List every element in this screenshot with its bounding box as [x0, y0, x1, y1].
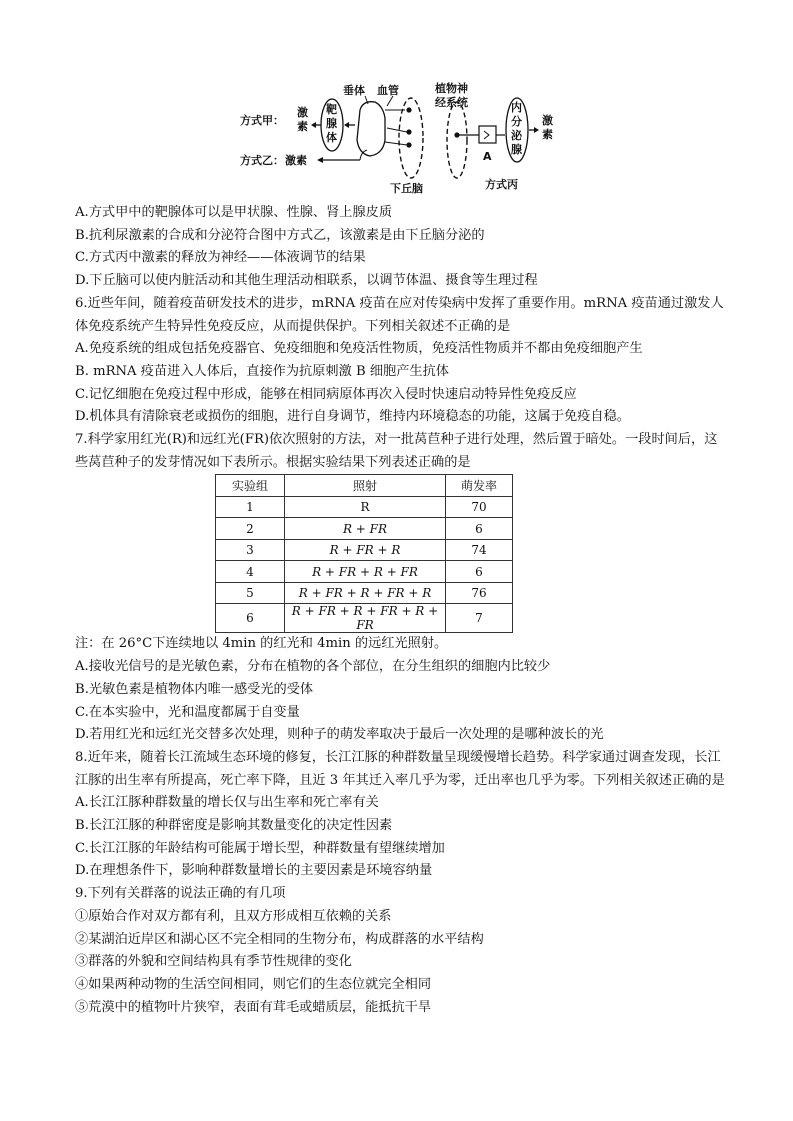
q7-option-a: A.接收光信号的是光敏色素，分布在植物的各个部位，在分生组织的细胞内比较少 — [75, 659, 551, 675]
question-content — [75, 202, 725, 1019]
svg-text:体: 体 — [326, 131, 337, 144]
header-group: 实验组 — [216, 475, 285, 497]
svg-text:内: 内 — [511, 101, 522, 114]
mode-a-label: 方式甲： — [240, 114, 284, 127]
table-header-row — [216, 475, 513, 497]
q7-note: 注：在 26°C下连续地以 4min 的红光和 4min 的远红光照射。 — [75, 636, 448, 652]
q8-stem: 8.近年来，随着长江流域生态环境的修复，长江江豚的种群数量呈现缓慢增长趋势。科学家通过调查发现，长江江豚的出生率有所提高，死亡率下降，且近 3 年其迁入率几乎为零，迁出率也几乎为零。下列相关叙述正确的是 — [75, 749, 725, 788]
svg-text:素: 素 — [297, 120, 308, 133]
q6-stem: 6.近些年间，随着疫苗研发技术的进步，mRNA 疫苗在应对传染病中发挥了重要作用。mRNA 疫苗通过激发人体免疫系统产生特异性免疫反应，从而提供保护。下列相关叙述不正确的是 — [75, 295, 724, 334]
point-a-label: A — [483, 150, 492, 163]
cell-rate: 6 — [446, 518, 513, 540]
q9-item-3: ③群落的外貌和空间结构具有季节性规律的变化 — [75, 954, 352, 970]
q7-option-b: B.光敏色素是植物体内唯一感受光的受体 — [75, 681, 314, 697]
q7-stem: 7.科学家用红光(R)和远红光(FR)依次照射的方法，对一批莴苣种子进行处理，然后置于暗处。一段时间后，这些莴苣种子的发芽情况如下表所示。根据实验结果下列表述正确的是 — [75, 432, 718, 470]
q7-option-d: D.若用红光和远红光交替多次处理，则种子的萌发率取决于最后一次处理的是哪种波长的光 — [75, 727, 604, 743]
cell-group: 3 — [216, 539, 285, 561]
svg-text:素: 素 — [542, 128, 553, 141]
cell-light: R — [285, 496, 446, 518]
pituitary-label: 垂体 — [343, 84, 365, 97]
autonomic-label-1: 植物神 — [435, 82, 468, 95]
q5-option-c: C.方式丙中激素的释放为神经——体液调节的结果 — [75, 250, 366, 266]
mode-c-label: 方式丙 — [485, 178, 518, 191]
cell-group: 5 — [216, 582, 285, 604]
cell-light: R + FR + R + FR — [285, 561, 446, 583]
cell-group: 4 — [216, 561, 285, 583]
cell-light: R + FR + R — [285, 539, 446, 561]
table-row — [216, 604, 513, 633]
hormone-c-label: 激 — [542, 114, 553, 127]
q6-option-b: B. mRNA 疫苗进入人体后，直接作为抗原刺激 B 细胞产生抗体 — [75, 363, 449, 379]
hormone-a-label: 激 — [297, 106, 308, 119]
hormone-b-label: 激素 — [285, 154, 307, 167]
experiment-table — [215, 474, 513, 633]
mode-b-label: 方式乙： — [240, 154, 284, 167]
header-rate: 萌发率 — [446, 475, 513, 497]
q9-item-2: ②某湖泊近岸区和湖心区不完全相同的生物分布，构成群落的水平结构 — [75, 931, 484, 947]
cell-group: 2 — [216, 518, 285, 540]
q8-option-c: C.长江江豚的年龄结构可能属于增长型，种群数量有望继续增加 — [75, 840, 445, 856]
autonomic-label-2: 经系统 — [435, 96, 468, 109]
table-row — [216, 582, 513, 604]
cell-rate: 70 — [446, 496, 513, 518]
svg-text:分: 分 — [511, 115, 522, 128]
q8-option-d: D.在理想条件下，影响种群数量增长的主要因素是环境容纳量 — [75, 863, 433, 879]
hormone-regulation-diagram — [235, 80, 565, 200]
svg-text:靶: 靶 — [326, 103, 337, 116]
q5-option-b: B.抗利尿激素的合成和分泌符合图中方式乙，该激素是由下丘脑分泌的 — [75, 227, 485, 243]
q8-option-b: B.长江江豚的种群密度是影响其数量变化的决定性因素 — [75, 818, 393, 834]
svg-text:腺: 腺 — [326, 117, 337, 130]
q6-option-a: A.免疫系统的组成包括免疫器官、免疫细胞和免疫活性物质，免疫活性物质并不都由免疫细胞产生 — [75, 341, 643, 357]
q6-option-d: D.机体具有清除衰老或损伤的细胞，进行自身调节，维持内环境稳态的功能，这属于免疫自稳。 — [75, 409, 630, 425]
table-row — [216, 539, 513, 561]
q5-option-d: D.下丘脑可以使内脏活动和其他生理活动相联系，以调节体温、摄食等生理过程 — [75, 273, 538, 289]
table-row — [216, 561, 513, 583]
table-row — [216, 496, 513, 518]
header-light: 照射 — [285, 475, 446, 497]
pituitary-shape — [357, 102, 385, 156]
cell-light: R + FR + R + FR + R + FR — [285, 604, 446, 633]
q9-item-1: ①原始合作对双方都有利，且双方形成相互依赖的关系 — [75, 908, 392, 924]
q5-option-a: A.方式甲中的靶腺体可以是甲状腺、性腺、肾上腺皮质 — [75, 205, 393, 220]
q8-option-a: A.长江江豚种群数量的增长仅与出生率和死亡率有关 — [75, 795, 379, 811]
cell-rate: 76 — [446, 582, 513, 604]
cell-light: R + FR — [285, 518, 446, 540]
cell-rate: 7 — [446, 604, 513, 633]
autonomic-ellipse — [447, 102, 467, 178]
cell-group: 6 — [216, 604, 285, 633]
svg-text:腺: 腺 — [511, 143, 522, 156]
svg-text:泌: 泌 — [511, 129, 522, 142]
synapse-box-a — [479, 126, 496, 143]
cell-light: R + FR + R + FR + R — [285, 582, 446, 604]
blood-vessel-label: 血管 — [377, 84, 399, 97]
q7-option-c: C.在本实验中，光和温度都属于自变量 — [75, 704, 300, 720]
q6-option-c: C.记忆细胞在免疫过程中形成，能够在相同病原体再次入侵时快速启动特异性免疫反应 — [75, 386, 577, 402]
cell-rate: 6 — [446, 561, 513, 583]
q9-item-5: ⑤荒漠中的植物叶片狭窄，表面有茸毛或蜡质层，能抵抗干旱 — [75, 999, 432, 1015]
q9-item-4: ④如果两种动物的生活空间相同，则它们的生态位就完全相同 — [75, 976, 432, 992]
table-row — [216, 518, 513, 540]
cell-rate: 74 — [446, 539, 513, 561]
hypothalamus-label: 下丘脑 — [390, 182, 423, 195]
cell-group: 1 — [216, 496, 285, 518]
q9-stem: 9.下列有关群落的说法正确的有几项 — [75, 886, 286, 902]
